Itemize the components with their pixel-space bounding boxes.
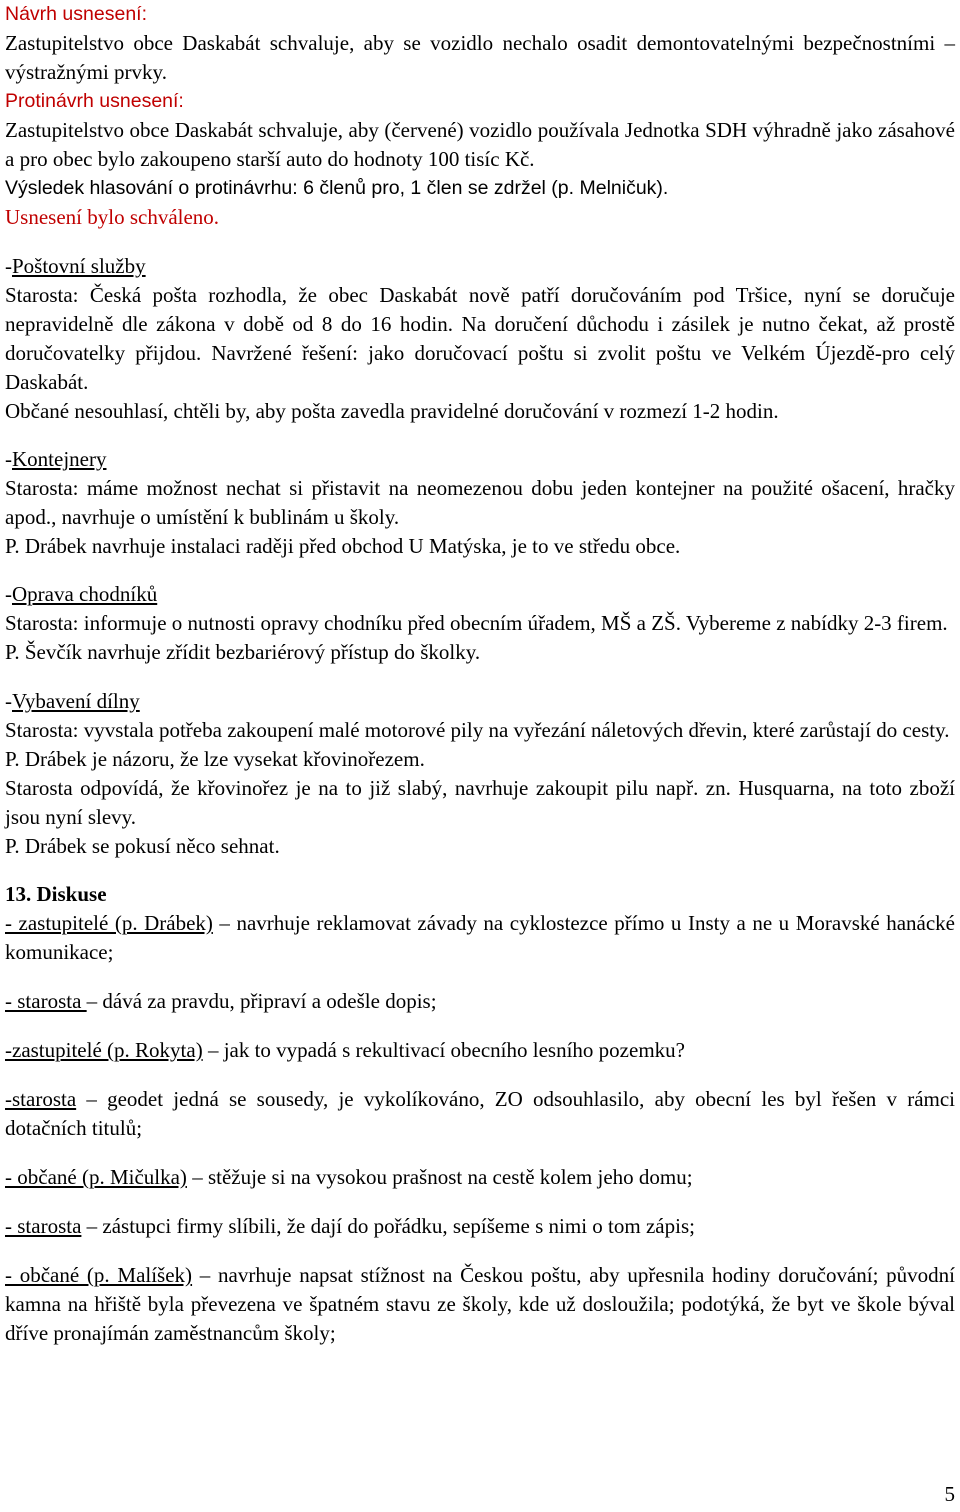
- discussion-item: [5, 1261, 955, 1348]
- sidewalks-heading-text: Oprava chodníků: [12, 582, 158, 606]
- counter-motion-text: Zastupitelstvo obce Daskabát schvaluje, aby (červené) vozidlo používala Jednotka SDH výhradně jako zásahové a pro obec bylo zakoupeno starší auto do hodnoty 100 tisíc Kč.: [5, 118, 955, 171]
- sidewalks-text-1: Starosta: informuje o nutnosti opravy chodníku před obecním úřadem, MŠ a ZŠ. Vybereme z nabídky 2-3 firem.: [5, 611, 948, 635]
- discussion-text: – zástupci firmy slíbili, že dají do pořádku, sepíšeme s nimi o tom zápis;: [81, 1214, 695, 1238]
- discussion-text: – navrhuje napsat stížnost na Českou poštu, aby upřesnila hodiny doručování; původní kamna na hřiště byla převezena ve špatném stavu ze školy, kde už dosloužila; podotýká, že byt ve škole býval dříve pronajímán zaměstnancům školy;: [5, 1263, 955, 1345]
- discussion-speaker: - občané (p. Malíšek): [5, 1263, 193, 1287]
- discussion-text: – geodet jedná se sousedy, je vykolíkováno, ZO odsouhlasilo, aby obecní les byl řešen v rámci dotačních titulů;: [5, 1087, 955, 1140]
- postal-heading-dash: -: [5, 254, 12, 278]
- motion-label: Návrh usnesení:: [5, 3, 147, 25]
- discussion-item: [5, 1212, 955, 1241]
- counter-motion-label: Protinávrh usnesení:: [5, 90, 184, 112]
- document-page: [5, 0, 955, 1348]
- sidewalks-text-2: P. Ševčík navrhuje zřídit bezbariérový přístup do školky.: [5, 640, 481, 664]
- sidewalks-heading: [5, 580, 955, 609]
- workshop-text-4: P. Drábek se pokusí něco sehnat.: [5, 834, 280, 858]
- discussion-text: – dává za pravdu, připraví a odešle dopis;: [86, 989, 437, 1013]
- workshop-text-2: P. Drábek je názoru, že lze vysekat křovinořezem.: [5, 747, 425, 771]
- postal-text-1: Starosta: Česká pošta rozhodla, že obec Daskabát nově patří doručováním pod Tršice, nyní se doručuje nepravidelně dle zákona v době od 8 do 16 hodin. Na doručení důchodu i zásilek je nutno čekat, až prostě doručovatelky přijdou. Navržené řešení: jako doručovací poštu si zvolit poštu ve Velkém Újezdě-pro celý Daskabát.: [5, 283, 955, 394]
- vote-result: Výsledek hlasování o protinávrhu: 6 členů pro, 1 člen se zdržel (p. Melničuk).: [5, 177, 669, 199]
- workshop-heading-dash: -: [5, 689, 12, 713]
- workshop-heading-text: Vybavení dílny: [12, 689, 140, 713]
- discussion-speaker: -zastupitelé (p. Rokyta): [5, 1038, 203, 1062]
- page-number: 5: [944, 1482, 955, 1506]
- containers-heading-dash: -: [5, 447, 12, 471]
- containers-heading-text: Kontejnery: [12, 447, 107, 471]
- postal-text-2: Občané nesouhlasí, chtěli by, aby pošta zavedla pravidelné doručování v rozmezí 1-2 hodin.: [5, 399, 779, 423]
- discussion-speaker: - starosta: [5, 989, 87, 1013]
- discussion-speaker: - starosta: [5, 1214, 82, 1238]
- postal-heading: [5, 252, 955, 281]
- workshop-text-1: Starosta: vyvstala potřeba zakoupení malé motorové pily na vyřezání náletových dřevin, které zarůstají do cesty.: [5, 718, 950, 742]
- postal-heading-text: Poštovní služby: [12, 254, 146, 278]
- discussion-item: [5, 1163, 955, 1192]
- resolution-result: Usnesení bylo schváleno.: [5, 205, 220, 229]
- workshop-heading: [5, 687, 955, 716]
- containers-heading: [5, 445, 955, 474]
- discussion-item: [5, 1085, 955, 1143]
- discussion-item: [5, 909, 955, 967]
- discussion-item: [5, 987, 955, 1016]
- discussion-item: [5, 1036, 955, 1065]
- discussion-text: – jak to vypadá s rekultivací obecního lesního pozemku?: [202, 1038, 685, 1062]
- discussion-heading: 13. Diskuse: [5, 882, 107, 906]
- motion-text: Zastupitelstvo obce Daskabát schvaluje, aby se vozidlo nechalo osadit demontovatelnými bezpečnostními – výstražnými prvky.: [5, 31, 955, 84]
- containers-text-1: Starosta: máme možnost nechat si přistavit na neomezenou dobu jeden kontejner na použité ošacení, hračky apod., navrhuje o umístění k bublinám u školy.: [5, 476, 955, 529]
- discussion-speaker: -starosta: [5, 1087, 77, 1111]
- discussion-speaker: - občané (p. Mičulka): [5, 1165, 187, 1189]
- discussion-text: – stěžuje si na vysokou prašnost na cestě kolem jeho domu;: [186, 1165, 693, 1189]
- containers-text-2: P. Drábek navrhuje instalaci raději před obchod U Matýska, je to ve středu obce.: [5, 534, 681, 558]
- discussion-text: – navrhuje reklamovat závady na cyklostezce přímo u Insty a ne u Moravské hanácké komunikace;: [5, 911, 955, 964]
- sidewalks-heading-dash: -: [5, 582, 12, 606]
- discussion-speaker: - zastupitelé (p. Drábek): [5, 911, 213, 935]
- workshop-text-3: Starosta odpovídá, že křovinořez je na to již slabý, navrhuje zakoupit pilu např. zn. Husquarna, na toto zboží jsou nyní slevy.: [5, 776, 955, 829]
